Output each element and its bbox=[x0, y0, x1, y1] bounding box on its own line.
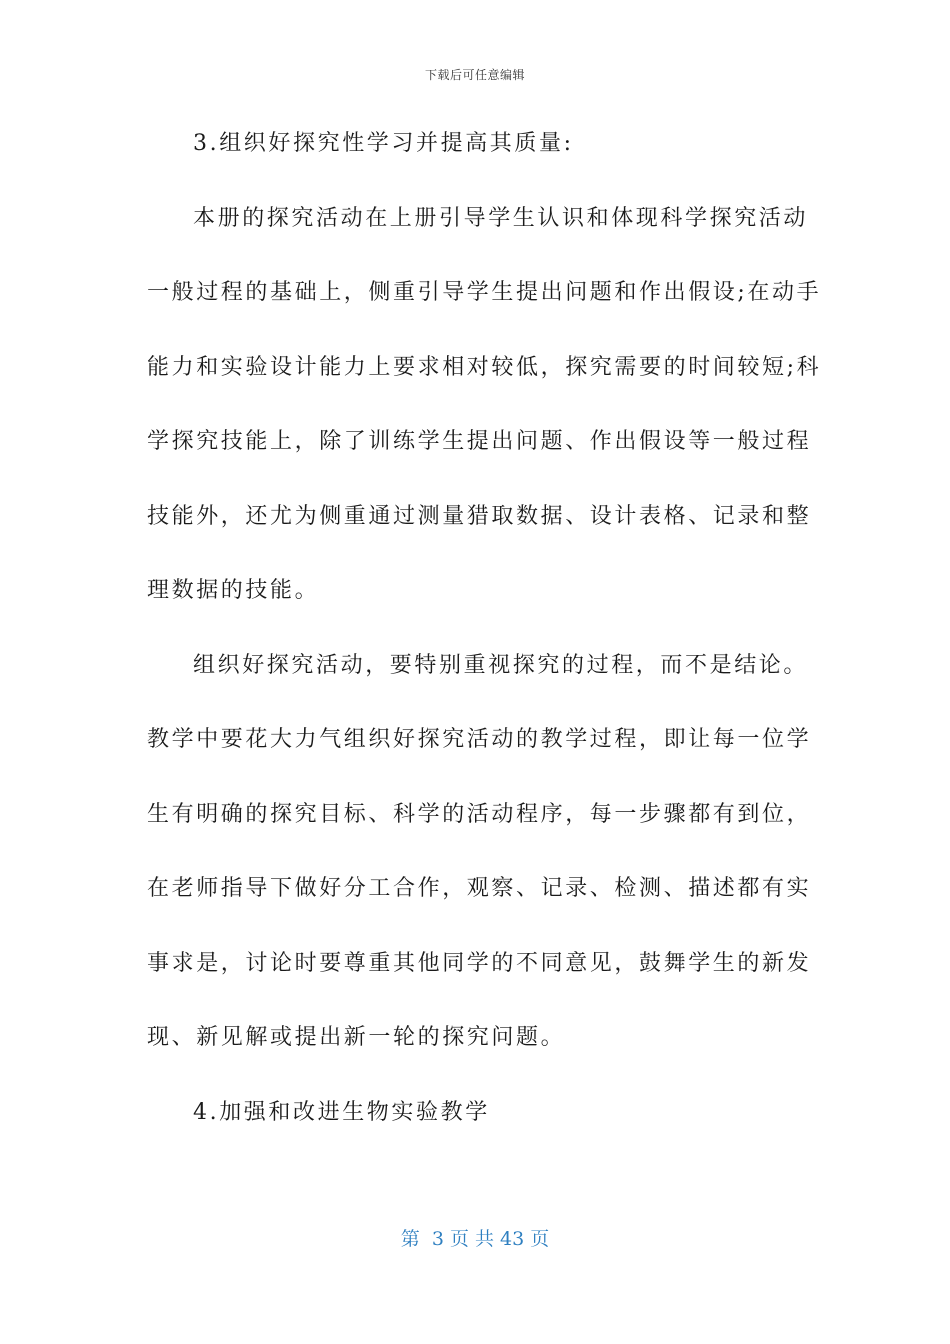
paragraph-line: 事求是，讨论时要尊重其他同学的不同意见，鼓舞学生的新发 bbox=[147, 950, 812, 976]
paragraph-line: 能力和实验设计能力上要求相对较低，探究需要的时间较短;科 bbox=[147, 354, 822, 380]
paragraph-line: 在老师指导下做好分工合作，观察、记录、检测、描述都有实 bbox=[147, 876, 812, 901]
paragraph-line: 理数据的技能。 bbox=[147, 578, 320, 603]
document-body bbox=[147, 122, 822, 1165]
paragraph-line: 本册的探究活动在上册引导学生认识和体现科学探究活动 bbox=[193, 205, 809, 231]
paragraph-line: 组织好探究活动，要特别重视探究的过程，而不是结论。 bbox=[193, 652, 809, 678]
section-heading-4: 4.加强和改进生物实验教学 bbox=[193, 1099, 490, 1125]
paragraph-line: 生有明确的探究目标、科学的活动程序，每一步骤都有到位， bbox=[147, 801, 812, 827]
page-number-footer: 第 3 页 共 43 页 bbox=[400, 1228, 550, 1250]
page-header-note: 下载后可任意编辑 bbox=[424, 68, 525, 82]
paragraph-line: 教学中要花大力气组织好探究活动的教学过程，即让每一位学 bbox=[147, 727, 812, 752]
paragraph-line: 技能外，还尤为侧重通过测量猎取数据、设计表格、记录和整 bbox=[147, 503, 812, 529]
paragraph-line: 现、新见解或提出新一轮的探究问题。 bbox=[147, 1025, 566, 1050]
paragraph-line: 学探究技能上，除了训练学生提出问题、作出假设等一般过程 bbox=[147, 429, 812, 454]
paragraph-line: 一般过程的基础上，侧重引导学生提出问题和作出假设;在动手 bbox=[147, 280, 822, 305]
section-heading-3: 3.组织好探究性学习并提高其质量: bbox=[193, 131, 574, 156]
